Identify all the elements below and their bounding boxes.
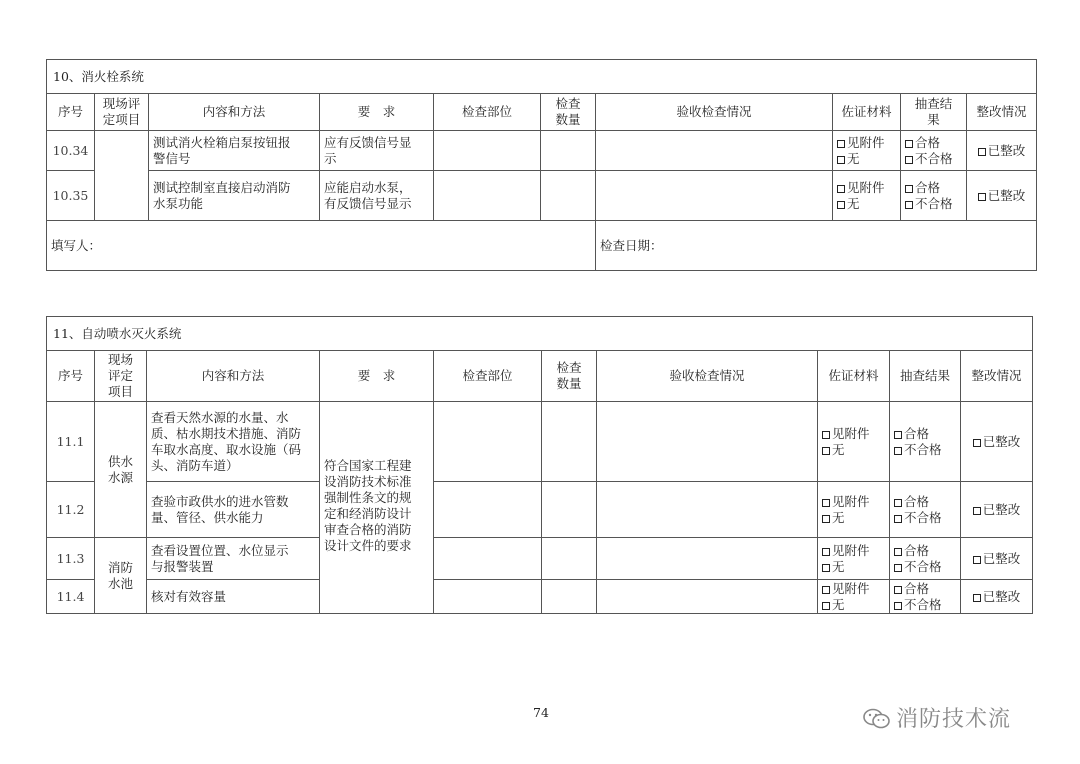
header-material: 佐证材料 bbox=[833, 94, 901, 131]
row-location bbox=[434, 171, 541, 221]
header-row bbox=[47, 94, 1037, 131]
row-material: 见附件 无 bbox=[833, 131, 901, 171]
header-item: 现场评 定项目 bbox=[95, 94, 149, 131]
header-quantity: 检查 数量 bbox=[541, 94, 596, 131]
row-content: 测试消火栓箱启泵按钮报 警信号 bbox=[149, 131, 320, 171]
row-seq: 11.4 bbox=[47, 580, 95, 614]
checkbox-pass[interactable] bbox=[905, 140, 913, 148]
row-material: 见附件 无 bbox=[818, 482, 890, 538]
row-rectify: 已整改 bbox=[961, 580, 1033, 614]
row-location bbox=[434, 131, 541, 171]
row-rectify: 已整改 bbox=[961, 482, 1033, 538]
header-seq: 序号 bbox=[47, 94, 95, 131]
row-result: 合格 不合格 bbox=[890, 538, 961, 580]
checkbox-rectified[interactable] bbox=[973, 439, 981, 447]
group-water-source: 供水 水源 bbox=[95, 402, 147, 538]
checkbox-none[interactable] bbox=[822, 515, 830, 523]
fire-hydrant-table bbox=[46, 59, 1037, 271]
table-row bbox=[47, 482, 1033, 538]
checkbox-fail[interactable] bbox=[905, 156, 913, 164]
checkbox-rectified[interactable] bbox=[973, 507, 981, 515]
checkbox-fail[interactable] bbox=[894, 602, 902, 610]
checkbox-none[interactable] bbox=[837, 201, 845, 209]
row-situation bbox=[597, 580, 818, 614]
checkbox-attachment[interactable] bbox=[837, 140, 845, 148]
row-situation bbox=[597, 538, 818, 580]
row-quantity bbox=[542, 482, 597, 538]
checkbox-pass[interactable] bbox=[894, 499, 902, 507]
row-content: 测试控制室直接启动消防 水泵功能 bbox=[149, 171, 320, 221]
row-content: 查验市政供水的进水管数 量、管径、供水能力 bbox=[147, 482, 320, 538]
filler-label: 填写人： bbox=[47, 221, 596, 271]
row-requirement: 符合国家工程建 设消防技术标准 强制性条文的规 定和经消防设计 审查合格的消防 设计文件的要求 bbox=[320, 402, 434, 614]
row-situation bbox=[596, 171, 833, 221]
watermark bbox=[862, 702, 1011, 737]
row-seq: 10.35 bbox=[47, 171, 95, 221]
row-material: 见附件 无 bbox=[818, 402, 890, 482]
checkbox-attachment[interactable] bbox=[822, 586, 830, 594]
header-content: 内容和方法 bbox=[149, 94, 320, 131]
row-result: 合格 不合格 bbox=[890, 402, 961, 482]
row-quantity bbox=[541, 171, 596, 221]
checkbox-none[interactable] bbox=[837, 156, 845, 164]
checkbox-attachment[interactable] bbox=[837, 185, 845, 193]
row-quantity bbox=[542, 402, 597, 482]
header-seq: 序号 bbox=[47, 351, 95, 402]
row-material: 见附件 无 bbox=[818, 538, 890, 580]
check-date-label: 检查日期： bbox=[596, 221, 1037, 271]
checkbox-pass[interactable] bbox=[894, 548, 902, 556]
row-requirement: 应能启动水泵， 有反馈信号显示 bbox=[320, 171, 434, 221]
checkbox-fail[interactable] bbox=[894, 515, 902, 523]
table-row bbox=[47, 580, 1033, 614]
row-quantity bbox=[542, 538, 597, 580]
checkbox-pass[interactable] bbox=[894, 586, 902, 594]
watermark-text: 消防技术流 bbox=[896, 707, 1012, 732]
checkbox-pass[interactable] bbox=[905, 185, 913, 193]
checkbox-attachment[interactable] bbox=[822, 431, 830, 439]
row-content: 核对有效容量 bbox=[147, 580, 320, 614]
row-location bbox=[434, 402, 542, 482]
header-requirement: 要 求 bbox=[320, 94, 434, 131]
table-title: 10、消火栓系统 bbox=[47, 60, 1037, 94]
group-fire-pool: 消防 水池 bbox=[95, 538, 147, 614]
checkbox-none[interactable] bbox=[822, 602, 830, 610]
checkbox-fail[interactable] bbox=[905, 201, 913, 209]
signature-row bbox=[47, 221, 1037, 271]
row-content: 查看天然水源的水量、水 质、枯水期技术措施、消防 车取水高度、取水设施（码 头、消防车道） bbox=[147, 402, 320, 482]
checkbox-attachment[interactable] bbox=[822, 548, 830, 556]
table-row bbox=[47, 131, 1037, 171]
header-row bbox=[47, 351, 1033, 402]
header-rectify: 整改情况 bbox=[967, 94, 1037, 131]
row-location bbox=[434, 482, 542, 538]
row-result: 合格 不合格 bbox=[890, 580, 961, 614]
row-situation bbox=[596, 131, 833, 171]
checkbox-rectified[interactable] bbox=[973, 594, 981, 602]
row-quantity bbox=[542, 580, 597, 614]
header-location: 检查部位 bbox=[434, 351, 542, 402]
row-situation bbox=[597, 482, 818, 538]
row-rectify: 已整改 bbox=[961, 538, 1033, 580]
table-title: 11、自动喷水灭火系统 bbox=[47, 317, 1033, 351]
header-location: 检查部位 bbox=[434, 94, 541, 131]
header-situation: 验收检查情况 bbox=[597, 351, 818, 402]
checkbox-none[interactable] bbox=[822, 564, 830, 572]
header-item: 现场 评定 项目 bbox=[95, 351, 147, 402]
row-location bbox=[434, 580, 542, 614]
table-row bbox=[47, 538, 1033, 580]
row-content: 查看设置位置、水位显示 与报警装置 bbox=[147, 538, 320, 580]
row-seq: 10.34 bbox=[47, 131, 95, 171]
header-situation: 验收检查情况 bbox=[596, 94, 833, 131]
page-number: 74 bbox=[533, 705, 549, 720]
row-material: 见附件 无 bbox=[818, 580, 890, 614]
row-item bbox=[95, 131, 149, 221]
row-result: 合格 不合格 bbox=[901, 131, 967, 171]
row-rectify: 已整改 bbox=[967, 171, 1037, 221]
checkbox-pass[interactable] bbox=[894, 431, 902, 439]
checkbox-fail[interactable] bbox=[894, 564, 902, 572]
checkbox-fail[interactable] bbox=[894, 447, 902, 455]
checkbox-none[interactable] bbox=[822, 447, 830, 455]
checkbox-rectified[interactable] bbox=[978, 193, 986, 201]
checkbox-rectified[interactable] bbox=[978, 148, 986, 156]
header-result: 抽查结果 bbox=[890, 351, 961, 402]
row-location bbox=[434, 538, 542, 580]
header-rectify: 整改情况 bbox=[961, 351, 1033, 402]
checkbox-attachment[interactable] bbox=[822, 499, 830, 507]
header-quantity: 检查 数量 bbox=[542, 351, 597, 402]
header-content: 内容和方法 bbox=[147, 351, 320, 402]
row-result: 合格 不合格 bbox=[901, 171, 967, 221]
checkbox-rectified[interactable] bbox=[973, 556, 981, 564]
row-result: 合格 不合格 bbox=[890, 482, 961, 538]
row-rectify: 已整改 bbox=[961, 402, 1033, 482]
sprinkler-system-table bbox=[46, 316, 1033, 614]
header-requirement: 要 求 bbox=[320, 351, 434, 402]
row-requirement: 应有反馈信号显 示 bbox=[320, 131, 434, 171]
header-result: 抽查结 果 bbox=[901, 94, 967, 131]
row-situation bbox=[597, 402, 818, 482]
table-row bbox=[47, 171, 1037, 221]
table-row bbox=[47, 402, 1033, 482]
row-seq: 11.3 bbox=[47, 538, 95, 580]
row-material: 见附件 无 bbox=[833, 171, 901, 221]
header-material: 佐证材料 bbox=[818, 351, 890, 402]
row-seq: 11.2 bbox=[47, 482, 95, 538]
row-quantity bbox=[541, 131, 596, 171]
row-rectify: 已整改 bbox=[967, 131, 1037, 171]
wechat-icon bbox=[862, 707, 892, 737]
row-seq: 11.1 bbox=[47, 402, 95, 482]
